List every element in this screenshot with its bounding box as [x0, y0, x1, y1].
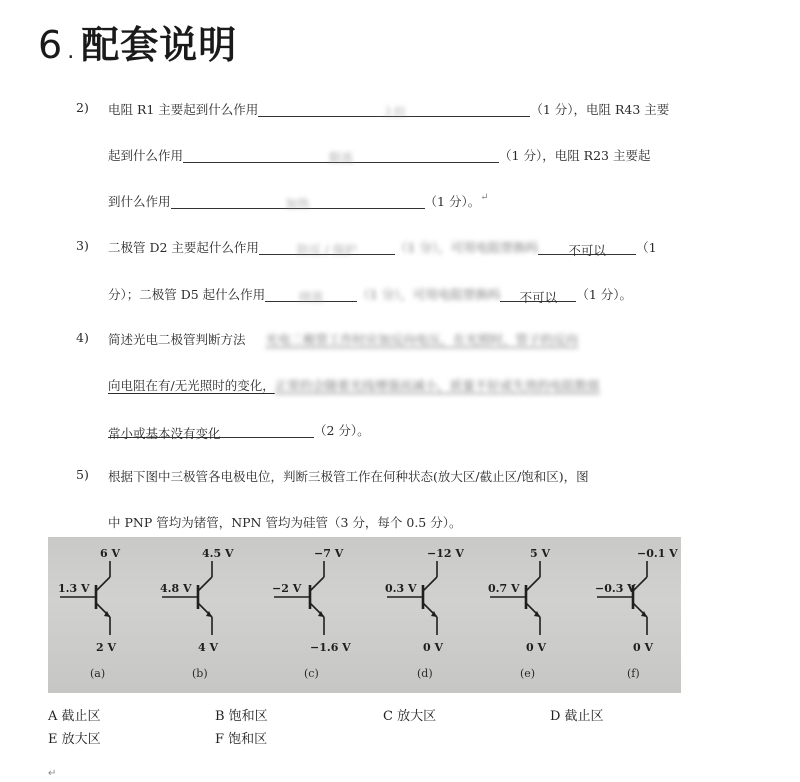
q3-answer-3: 续流 — [299, 290, 324, 304]
q3-l2-post: （1 分）。 — [576, 287, 633, 302]
q3-l1-text: 二极管 D2 主要起什么作用 — [108, 240, 259, 255]
top-voltage-label-3: −12 V — [427, 547, 464, 560]
q2-l3-text: 到什么作用 — [108, 194, 171, 209]
q3-l1-post: （1 — [636, 240, 657, 255]
q3-blank-3 — [265, 288, 357, 302]
question-number-3: 3) — [76, 238, 89, 253]
q4-l3-post: （2 分）。 — [314, 423, 370, 438]
q3-line-1 — [108, 238, 657, 256]
top-voltage-label-1: 4.5 V — [202, 547, 234, 560]
figure-caption-0: (a) — [90, 667, 106, 680]
upper-leg-3 — [423, 577, 437, 591]
answer-f: F 饱和区 — [215, 732, 268, 747]
top-voltage-label-2: −7 V — [314, 547, 344, 560]
q2-answer-2: 限流 — [329, 151, 354, 165]
q3-answer-2: 不可以 — [568, 243, 606, 258]
q3-l1-mid: （1 分），可用电阻替换吗 — [394, 240, 539, 255]
answer-c: C 放大区 — [383, 709, 437, 724]
bottom-voltage-label-5: 0 V — [633, 641, 654, 654]
q4-l1-text: 简述光电二极管判断方法 — [108, 332, 246, 347]
figure-caption-2: (c) — [304, 667, 319, 680]
question-number-5: 5) — [76, 467, 89, 482]
answer-d: D 截止区 — [550, 709, 604, 724]
figure-caption-5: (f) — [627, 667, 640, 680]
answer-a: A 截止区 — [48, 709, 101, 724]
q2-l1-post: （1 分），电阻 R43 主要 — [530, 102, 670, 117]
upper-leg-1 — [198, 577, 212, 591]
question-number-4: 4) — [76, 330, 89, 345]
transistor-figure-photo — [48, 537, 681, 693]
q2-blank-2 — [183, 149, 499, 163]
q3-answer-1: 防反 / 保护 — [297, 243, 357, 257]
q2-l2-post: （1 分），电阻 R23 主要起 — [499, 148, 651, 163]
answer-b: B 饱和区 — [215, 709, 268, 724]
q3-l2-text: 分）；二极管 D5 起什么作用 — [108, 287, 266, 302]
figure-caption-1: (b) — [192, 667, 208, 680]
q3-blank-1 — [259, 241, 395, 255]
q4-answer-line-2a: 向电阻在有/无光照时的变化， — [108, 378, 275, 393]
section-title-text: 配套说明 — [81, 23, 238, 67]
q2-line-3 — [108, 192, 489, 211]
top-voltage-label-0: 6 V — [100, 547, 121, 560]
q2-answer-3: 加热 — [285, 197, 310, 211]
q3-answer-4: 不可以 — [519, 290, 558, 305]
q2-blank-1 — [258, 103, 530, 117]
q2-blank-3 — [171, 195, 425, 209]
q4-answer-line-2b: 正常的会随着光线增强而减小，质量不好或失效的电阻数值 — [274, 378, 600, 393]
q3-line-2 — [108, 285, 632, 303]
q2-answer-1: 上拉 — [382, 105, 407, 119]
q4-answer-line-1: 光电二极管工作时应加反向电压，在光照时，管子的反向 — [265, 332, 579, 347]
q2-l3-post: （1 分）。 — [424, 194, 481, 209]
upper-leg-2 — [310, 577, 324, 591]
question-number-2: 2) — [76, 100, 89, 115]
return-mark: ↵ — [480, 192, 489, 203]
bottom-voltage-label-0: 2 V — [96, 641, 117, 654]
base-voltage-label-1: 4.8 V — [160, 582, 192, 595]
figure-caption-3: (d) — [417, 667, 433, 680]
bottom-voltage-label-1: 4 V — [198, 641, 219, 654]
q2-l2-text: 起到什么作用 — [108, 148, 184, 163]
q2-line-2 — [108, 146, 650, 164]
paragraph-mark: ↵ — [48, 768, 57, 779]
q3-blank-2 — [538, 241, 636, 258]
q4-line-2 — [108, 376, 600, 394]
bottom-voltage-label-2: −1.6 V — [310, 641, 351, 654]
bottom-voltage-label-3: 0 V — [423, 641, 444, 654]
base-voltage-label-4: 0.7 V — [488, 582, 520, 595]
upper-leg-4 — [526, 577, 540, 591]
upper-leg-0 — [96, 577, 110, 591]
bottom-voltage-label-4: 0 V — [526, 641, 547, 654]
q2-l1-text: 电阻 R1 主要起到什么作用 — [108, 102, 259, 117]
q5-line-1: 根据下图中三极管各电极电位，判断三极管工作在何种状态(放大区/截止区/饱和区)，图 — [108, 469, 589, 484]
base-voltage-label-0: 1.3 V — [58, 582, 90, 595]
q4-line-1 — [108, 330, 578, 348]
base-voltage-label-3: 0.3 V — [385, 582, 417, 595]
q3-blank-4 — [500, 288, 576, 305]
figure-caption-4: (e) — [520, 667, 536, 680]
q5-line-2: 中 PNP 管均为锗管，NPN 管均为硅管（3 分，每个 0.5 分）。 — [108, 515, 462, 530]
base-voltage-label-5: −0.3 V — [595, 582, 636, 595]
answer-e: E 放大区 — [48, 732, 101, 747]
q4-line-3 — [108, 421, 370, 439]
transistor-diagram — [48, 537, 681, 693]
top-voltage-label-5: −0.1 V — [637, 547, 678, 560]
q4-answer-line-3: 常小或基本没有变化 — [108, 426, 221, 441]
q3-l2-mid: （1 分），可用电阻替换吗 — [357, 287, 501, 302]
section-number: 6 — [38, 23, 64, 67]
q2-line-1 — [108, 100, 669, 118]
q4-blank-3 — [108, 424, 314, 441]
base-voltage-label-2: −2 V — [272, 582, 302, 595]
section-dot: . — [67, 39, 76, 64]
top-voltage-label-4: 5 V — [530, 547, 551, 560]
section-title — [38, 14, 237, 69]
